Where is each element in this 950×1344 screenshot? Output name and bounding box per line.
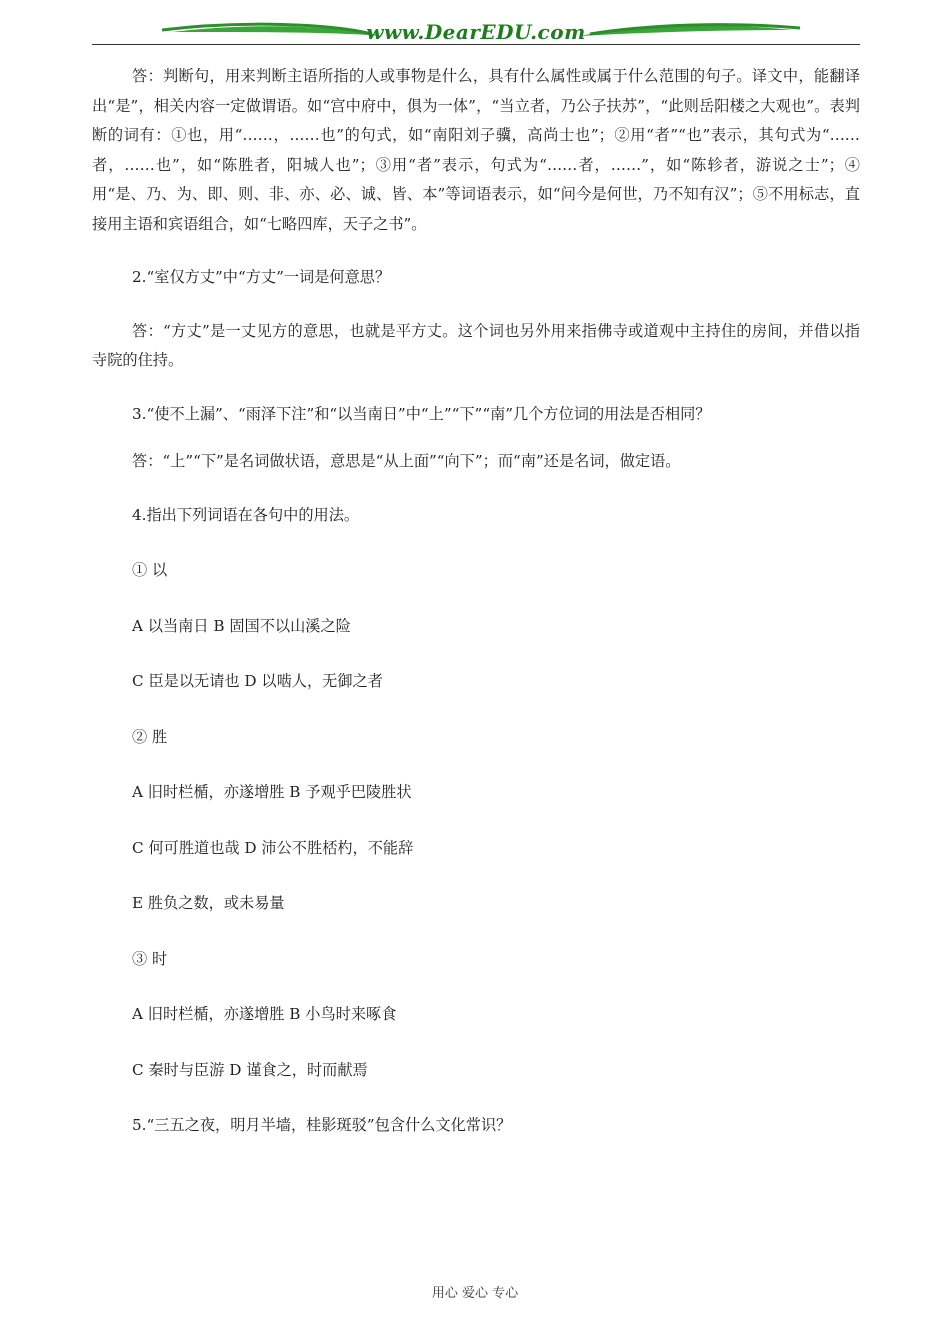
question-2: 2.“室仅方丈”中“方丈”一词是何意思？: [132, 268, 391, 286]
q4-item-options: C 何可胜道也哉 D 沛公不胜桮杓，不能辞: [132, 838, 414, 857]
q4-item-options: A 旧时栏楯，亦遂增胜 B 予观乎巴陵胜状: [132, 783, 412, 801]
question-5: 5.“三五之夜，明月半墙，桂影斑驳”包含什么文化常识？: [132, 1116, 512, 1134]
answer-2-paragraph: 答：“方丈”是一丈见方的意思，也就是平方丈。这个词也另外用来指佛寺或道观中主持住的房间，并借以指寺院的住持。: [92, 321, 860, 369]
q4-item-heading-yi: ① 以: [132, 561, 168, 579]
document-body: [92, 62, 860, 1141]
answer-1-paragraph: 答：判断句，用来判断主语所指的人或事物是什么，具有什么属性或属于什么范围的句子。译文中，能翻译出“是”，相关内容一定做谓语。如“宫中府中，俱为一体”，“当立者，乃公子扶苏”，“此则岳阳楼之大观也”。表判断的词有：①也，用“……，……也”的句式，如“南阳刘子骥，高尚士也”；②用“者”“也”表示，其句式为“……者，……也”，如“陈胜者，阳城人也”；③用“者”表示，句式为“……者，……”，如“陈轸者，游说之士”；④用“是、乃、为、即、则、非、亦、必、诚、皆、本”等词语表示，如“问今是何世，乃不知有汉”；⑤不用标志，直接用主语和宾语组合，如“七略四库，天子之书”。: [92, 67, 860, 233]
page-footer: 用心 爱心 专心: [431, 1286, 519, 1301]
q4-item-heading-sheng: ② 胜: [132, 727, 168, 746]
q4-item-options: C 臣是以无请也 D 以啮人，无御之者: [132, 672, 383, 690]
q4-item-heading-shi: ③ 时: [132, 949, 168, 968]
header-divider: [92, 44, 860, 45]
q4-item-options: A 以当南日 B 固国不以山溪之险: [132, 616, 351, 635]
question-4: 4.指出下列词语在各句中的用法。: [132, 505, 360, 524]
question-3: 3.“使不上漏”、“雨泽下注”和“以当南日”中“上”“下”“南”几个方位词的用法是否相同？: [132, 404, 711, 423]
q4-item-options: E 胜负之数，或未易量: [132, 894, 285, 912]
answer-3-paragraph: 答：“上”“下”是名词做状语，意思是“从上面”“向下”；而“南”还是名词，做定语。: [132, 452, 681, 470]
site-logo-text: www.DearEDU.com: [366, 20, 586, 44]
q4-item-options: A 旧时栏楯，亦遂增胜 B 小鸟时来啄食: [132, 1005, 397, 1023]
q4-item-options: C 秦时与臣游 D 谨食之，时而献焉: [132, 1060, 368, 1079]
